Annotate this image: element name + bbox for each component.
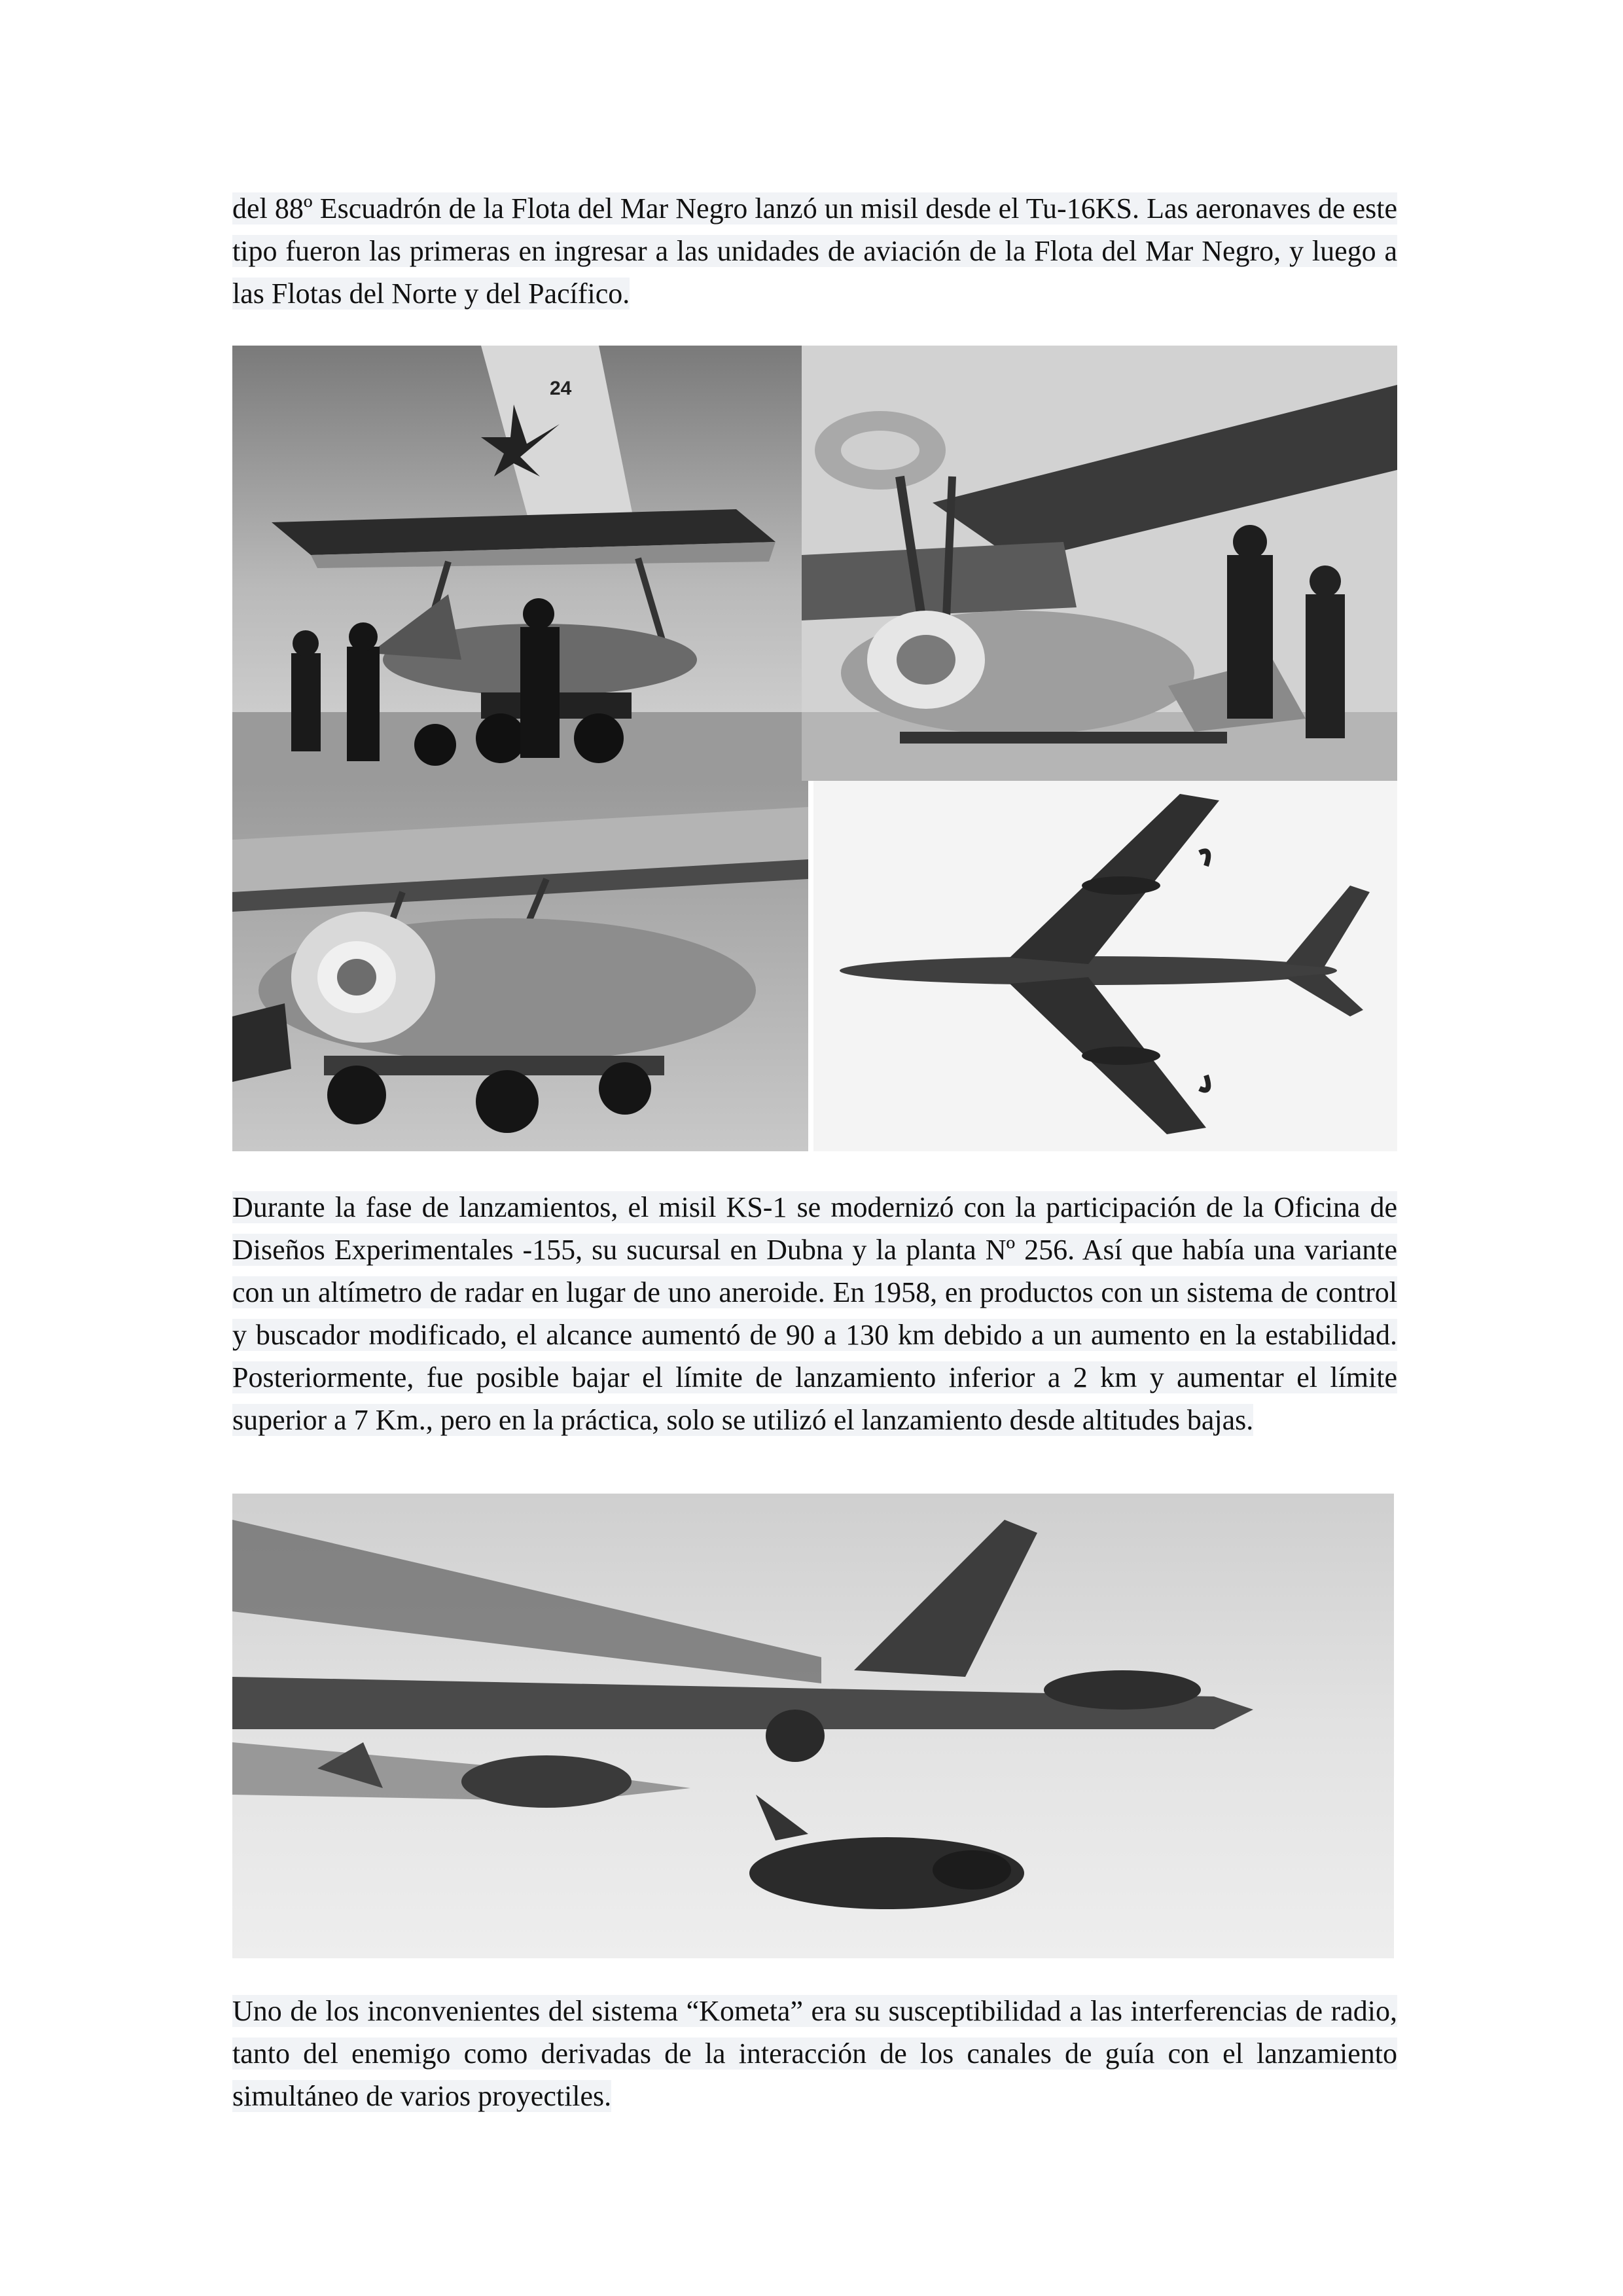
photo-missile-under-wing bbox=[802, 346, 1397, 781]
photo-bomber-in-flight bbox=[813, 781, 1397, 1151]
paragraph-intro bbox=[232, 187, 1397, 315]
photo-missile-launch bbox=[232, 1494, 1394, 1958]
photo-missile-ground-crew bbox=[232, 346, 802, 781]
photo-missile-on-trolley bbox=[232, 781, 808, 1151]
paragraph-intro-text: del 88º Escuadrón de la Flota del Mar Negro lanzó un misil desde el Tu-16KS. Las aeronaves de este tipo fueron las primeras en ingresar a las unidades de aviación de la Flota del Mar Negro, y luego a las Flotas del Norte y del Pacífico. bbox=[232, 192, 1397, 310]
paragraph-kometa-text: Uno de los inconvenientes del sistema “Kometa” era su susceptibilidad a las interferencias de radio, tanto del enemigo como derivadas de la interacción de los canales de guía con el lanzamiento simultáneo de varios proyectiles. bbox=[232, 1995, 1397, 2112]
paragraph-kometa bbox=[232, 1990, 1397, 2117]
paragraph-modernization-text: Durante la fase de lanzamientos, el misil KS-1 se modernizó con la participación de la Oficina de Diseños Experimentales -155, su sucursal en Dubna y la planta Nº 256. Así que había una variante con un altímetro de radar en lugar de uno aneroide. En 1958, en productos con un sistema de control y buscador modificado, el alcance aumentó de 90 a 130 km debido a un aumento en la estabilidad. Posteriormente, fue posible bajar el límite de lanzamiento inferior a 2 km y aumentar el límite superior a 7 Km., pero en la práctica, solo se utilizó el lanzamiento desde altitudes bajas. bbox=[232, 1191, 1397, 1436]
tail-number-text: 24 bbox=[550, 378, 572, 399]
paragraph-modernization bbox=[232, 1186, 1397, 1441]
